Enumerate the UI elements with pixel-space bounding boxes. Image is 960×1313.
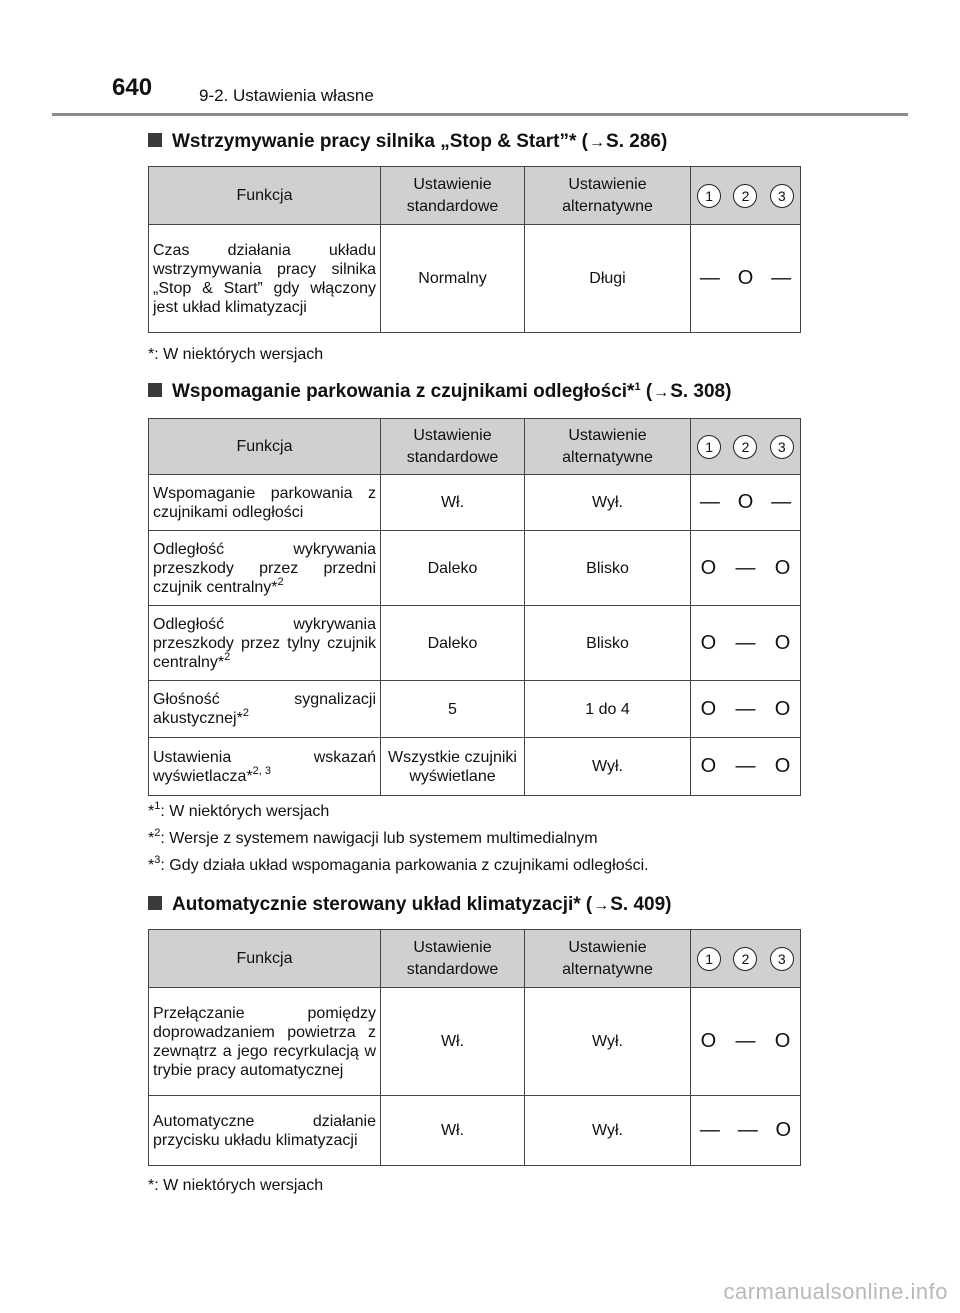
header-circle-numbers (691, 930, 801, 988)
table-row (149, 681, 801, 738)
mark-1: O (700, 697, 717, 720)
header-standard: Ustawienie standardowe (381, 930, 525, 988)
mark-2: — (735, 556, 756, 579)
mark-1: O (700, 1030, 717, 1052)
circle-number-3: 3 (770, 947, 794, 971)
mark-2: — (737, 1119, 758, 1141)
standard-cell: Daleko (381, 531, 525, 606)
footnote: *: W niektórych wersjach (148, 1177, 324, 1194)
header-funkcja: Funkcja (149, 167, 381, 225)
header-alternative: Ustawienie alternatywne (525, 419, 691, 475)
table-row (149, 1096, 801, 1166)
footnote-2: *$^2$: Wersje z systemem nawigacji lub systemem multimedialnym (148, 827, 598, 847)
arrow-icon: → (589, 134, 606, 151)
page-number: 640 (112, 74, 153, 101)
marks-cell (691, 738, 801, 796)
section-title: Wstrzymywanie pracy silnika „Stop & Start”* (→S. 286) (148, 131, 667, 153)
circle-number-1: 1 (697, 184, 721, 208)
chapter-title: 9-2. Ustawienia własne (199, 86, 374, 105)
section-title: Wspomaganie parkowania z czujnikami odległości*$^1$ (→S. 308) (148, 381, 731, 403)
standard-cell: Normalny (381, 225, 525, 333)
alternative-cell: Długi (525, 225, 691, 333)
table-row (149, 988, 801, 1096)
mark-3: O (774, 1030, 791, 1052)
circle-number-1: 1 (697, 947, 721, 971)
arrow-icon: → (593, 897, 610, 914)
header-funkcja: Funkcja (149, 930, 381, 988)
circle-number-2: 2 (733, 184, 757, 208)
footnote-3: *$^3$: Gdy działa układ wspomagania parkowania z czujnikami odległości. (148, 854, 649, 874)
header-rule (52, 113, 908, 116)
settings-table (148, 929, 801, 1166)
circle-number-1: 1 (697, 435, 721, 459)
function-cell: Odległość wykrywania przeszkody przez tylny czujnik centralny*$^2$ (149, 606, 381, 681)
standard-cell: Wł. (381, 1096, 525, 1166)
mark-2: O (737, 491, 754, 513)
marks-cell (691, 988, 801, 1096)
mark-2: — (735, 631, 756, 654)
footnote: *: W niektórych wersjach (148, 346, 324, 363)
circle-number-2: 2 (733, 435, 757, 459)
mark-3: O (775, 1119, 792, 1141)
settings-table (148, 166, 801, 333)
mark-3: — (771, 491, 792, 513)
standard-cell: Daleko (381, 606, 525, 681)
alternative-cell: Wył. (525, 1096, 691, 1166)
function-cell: Przełączanie pomiędzy doprowadzaniem powietrza z zewnątrz a jego recyrkulacją w trybie pracy automatycznej (149, 988, 381, 1096)
table-row (149, 738, 801, 796)
mark-2: — (735, 755, 756, 777)
mark-2: — (735, 697, 756, 720)
table-row (149, 225, 801, 333)
header-alternative: Ustawienie alternatywne (525, 167, 691, 225)
marks-cell (691, 225, 801, 333)
table-header-row (149, 419, 801, 475)
mark-3: O (774, 631, 791, 654)
standard-cell: Wł. (381, 475, 525, 531)
mark-1: — (699, 491, 720, 513)
square-bullet-icon (148, 896, 162, 910)
alternative-cell: Blisko (525, 531, 691, 606)
function-cell: Wspomaganie parkowania z czujnikami odległości (149, 475, 381, 531)
table-header-row (149, 930, 801, 988)
marks-cell (691, 475, 801, 531)
circle-number-3: 3 (770, 435, 794, 459)
circle-number-3: 3 (770, 184, 794, 208)
header-circle-numbers (691, 419, 801, 475)
mark-3: — (771, 267, 792, 289)
table-header-row (149, 167, 801, 225)
header-alternative: Ustawienie alternatywne (525, 930, 691, 988)
marks-cell (691, 606, 801, 681)
standard-cell: Wł. (381, 988, 525, 1096)
mark-2: — (735, 1030, 756, 1052)
marks-cell (691, 531, 801, 606)
standard-cell: 5 (381, 681, 525, 738)
mark-1: — (699, 267, 720, 289)
watermark: carmanualsonline.info (723, 1279, 948, 1304)
table-row (149, 475, 801, 531)
table-row (149, 606, 801, 681)
alternative-cell: Wył. (525, 475, 691, 531)
mark-1: O (700, 755, 717, 777)
alternative-cell: Wył. (525, 738, 691, 796)
table-row (149, 531, 801, 606)
header-standard: Ustawienie standardowe (381, 167, 525, 225)
section-title: Automatycznie sterowany układ klimatyzacji* (→S. 409) (148, 894, 672, 916)
function-cell: Ustawienia wskazań wyświetlacza*$^{2, 3}$ (149, 738, 381, 796)
mark-3: O (774, 697, 791, 720)
mark-2: O (737, 267, 754, 289)
function-cell: Czas działania układu wstrzymywania pracy silnika „Stop & Start” gdy włączony jest układ klimatyzacji (149, 225, 381, 333)
square-bullet-icon (148, 133, 162, 147)
circle-number-2: 2 (733, 947, 757, 971)
square-bullet-icon (148, 383, 162, 397)
mark-3: O (774, 755, 791, 777)
alternative-cell: Wył. (525, 988, 691, 1096)
marks-cell (691, 1096, 801, 1166)
header-circle-numbers (691, 167, 801, 225)
function-cell: Głośność sygnalizacji akustycznej*$^2$ (149, 681, 381, 738)
mark-1: O (700, 556, 717, 579)
function-cell: Automatyczne działanie przycisku układu klimatyzacji (149, 1096, 381, 1166)
arrow-icon: → (653, 384, 670, 401)
function-cell: Odległość wykrywania przeszkody przez przedni czujnik centralny*$^2$ (149, 531, 381, 606)
alternative-cell: 1 do 4 (525, 681, 691, 738)
standard-cell: Wszystkie czujniki wyświetlane (381, 738, 525, 796)
mark-1: — (699, 1119, 720, 1141)
marks-cell (691, 681, 801, 738)
header-standard: Ustawienie standardowe (381, 419, 525, 475)
alternative-cell: Blisko (525, 606, 691, 681)
settings-table (148, 418, 801, 796)
mark-1: O (700, 631, 717, 654)
footnote-1: *$^1$: W niektórych wersjach (148, 800, 330, 820)
mark-3: O (774, 556, 791, 579)
header-funkcja: Funkcja (149, 419, 381, 475)
